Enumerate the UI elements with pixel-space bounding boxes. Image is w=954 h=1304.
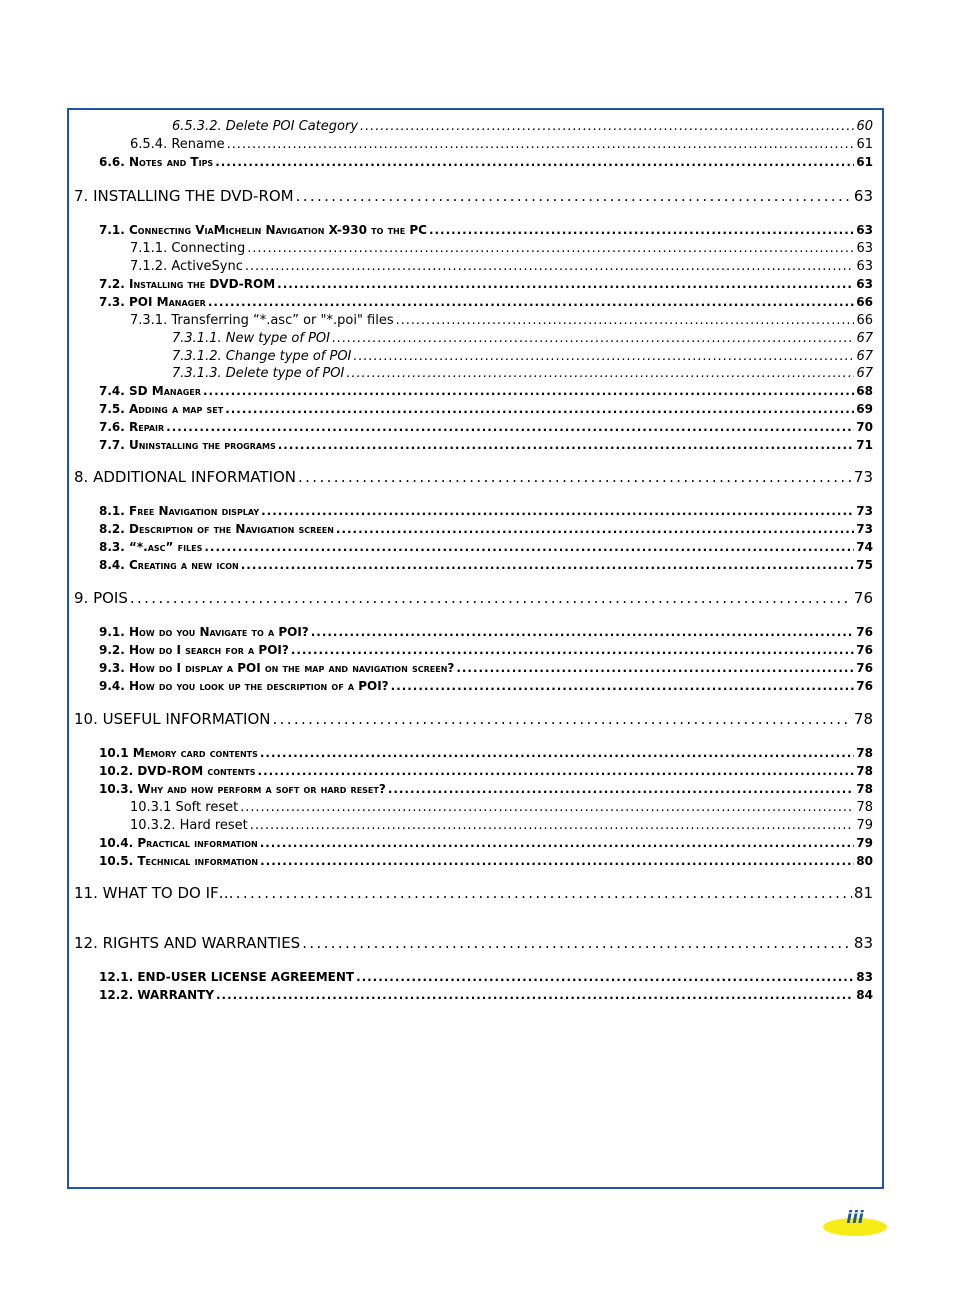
dot-leader bbox=[273, 710, 852, 728]
dot-leader bbox=[215, 155, 854, 169]
toc-entry-page: 80 bbox=[856, 854, 873, 868]
dot-leader bbox=[456, 661, 854, 675]
toc-entry-sub[interactable] bbox=[69, 241, 873, 256]
toc-entry-page: 73 bbox=[856, 522, 873, 536]
toc-entry-subsub[interactable] bbox=[69, 119, 873, 134]
toc-entry-page: 79 bbox=[856, 818, 873, 833]
dot-leader bbox=[260, 746, 854, 760]
dot-leader bbox=[260, 854, 854, 868]
toc-entry-sub[interactable] bbox=[69, 137, 873, 152]
toc-entry-section[interactable] bbox=[69, 155, 873, 169]
toc-entry-page: 83 bbox=[856, 970, 873, 984]
table-of-contents bbox=[69, 110, 882, 1187]
toc-entry-page: 67 bbox=[856, 366, 873, 381]
toc-entry-section[interactable] bbox=[69, 854, 873, 868]
toc-entry-page: 78 bbox=[856, 782, 873, 796]
toc-entry-page: 71 bbox=[856, 438, 873, 452]
dot-leader bbox=[261, 504, 854, 518]
toc-entry-chapter[interactable] bbox=[69, 187, 873, 205]
toc-entry-label: 10.3.1 Soft reset bbox=[130, 800, 239, 815]
toc-entry-page: 81 bbox=[853, 884, 873, 902]
toc-entry-subsub[interactable] bbox=[69, 349, 873, 364]
toc-entry-chapter[interactable] bbox=[69, 934, 873, 952]
toc-entry-page: 73 bbox=[856, 504, 873, 518]
dot-leader bbox=[391, 679, 855, 693]
toc-entry-section[interactable] bbox=[69, 836, 873, 850]
toc-entry-section[interactable] bbox=[69, 402, 873, 416]
dot-leader bbox=[346, 366, 854, 381]
toc-entry-section[interactable] bbox=[69, 295, 873, 309]
page-number: iii bbox=[846, 1208, 864, 1228]
toc-entry-page: 66 bbox=[856, 295, 873, 309]
dot-leader bbox=[203, 384, 854, 398]
toc-entry-chapter[interactable] bbox=[69, 589, 873, 607]
dot-leader bbox=[130, 589, 852, 607]
toc-entry-sub[interactable] bbox=[69, 818, 873, 833]
dot-leader bbox=[311, 625, 855, 639]
toc-entry-page: 78 bbox=[853, 710, 873, 728]
dot-leader bbox=[247, 241, 854, 256]
toc-entry-label: 12.2. WARRANTY bbox=[99, 988, 215, 1002]
toc-entry-label: 10.2. DVD-ROM contents bbox=[99, 764, 256, 778]
toc-entry-label: 9.3. How do I display a POI on the map and navigation screen? bbox=[99, 661, 455, 675]
toc-entry-label: 7.3.1.1. New type of POI bbox=[172, 331, 330, 346]
dot-leader bbox=[227, 137, 855, 152]
toc-entry-section[interactable] bbox=[69, 679, 873, 693]
toc-entry-page: 60 bbox=[856, 119, 873, 134]
toc-entry-page: 63 bbox=[856, 277, 873, 291]
toc-entry-page: 79 bbox=[856, 836, 873, 850]
toc-entry-label: 6.5.4. Rename bbox=[130, 137, 225, 152]
toc-entry-page: 74 bbox=[856, 540, 873, 554]
toc-entry-label: 7.7. Uninstalling the programs bbox=[99, 438, 276, 452]
toc-entry-label: 7.3.1. Transferring “*.asc” or "*.poi" files bbox=[130, 313, 394, 328]
toc-entry-label: 7.1. Connecting ViaMichelin Navigation X-930 to the PC bbox=[99, 223, 427, 237]
toc-entry-page: 83 bbox=[853, 934, 873, 952]
toc-entry-section[interactable] bbox=[69, 277, 873, 291]
dot-leader bbox=[291, 643, 854, 657]
toc-entry-section[interactable] bbox=[69, 625, 873, 639]
dot-leader bbox=[396, 313, 855, 328]
toc-entry-page: 61 bbox=[856, 137, 873, 152]
toc-entry-section[interactable] bbox=[69, 504, 873, 518]
toc-entry-page: 73 bbox=[853, 468, 873, 486]
toc-entry-page: 61 bbox=[856, 155, 873, 169]
toc-entry-page: 76 bbox=[856, 625, 873, 639]
toc-entry-label: 6.6. Notes and Tips bbox=[99, 155, 214, 169]
dot-leader bbox=[204, 540, 854, 554]
toc-entry-label: 9. POIS bbox=[74, 589, 128, 607]
toc-entry-page: 76 bbox=[856, 661, 873, 675]
toc-entry-section[interactable] bbox=[69, 661, 873, 675]
toc-entry-subsub[interactable] bbox=[69, 366, 873, 381]
toc-entry-section[interactable] bbox=[69, 384, 873, 398]
toc-entry-page: 63 bbox=[853, 187, 873, 205]
toc-entry-page: 78 bbox=[856, 746, 873, 760]
toc-entry-section[interactable] bbox=[69, 540, 873, 554]
toc-entry-label: 7. INSTALLING THE DVD-ROM bbox=[74, 187, 294, 205]
toc-entry-sub[interactable] bbox=[69, 259, 873, 274]
toc-entry-label: 11. WHAT TO DO IF… bbox=[74, 884, 234, 902]
toc-entry-label: 10.3.2. Hard reset bbox=[130, 818, 248, 833]
toc-entry-label: 8.3. “*.asc” files bbox=[99, 540, 203, 554]
toc-entry-label: 10.1 Memory card contents bbox=[99, 746, 258, 760]
toc-entry-label: 6.5.3.2. Delete POI Category bbox=[172, 119, 359, 134]
dot-leader bbox=[356, 970, 854, 984]
dot-leader bbox=[245, 259, 855, 274]
toc-entry-page: 76 bbox=[853, 589, 873, 607]
toc-entry-page: 70 bbox=[856, 420, 873, 434]
toc-entry-page: 76 bbox=[856, 679, 873, 693]
dot-leader bbox=[166, 420, 854, 434]
dot-leader bbox=[241, 558, 855, 572]
toc-entry-label: 8.1. Free Navigation display bbox=[99, 504, 260, 518]
toc-entry-section[interactable] bbox=[69, 223, 873, 237]
toc-entry-label: 7.6. Repair bbox=[99, 420, 165, 434]
toc-entry-section[interactable] bbox=[69, 970, 873, 984]
dot-leader bbox=[388, 782, 854, 796]
toc-entry-subsub[interactable] bbox=[69, 331, 873, 346]
toc-entry-page: 76 bbox=[856, 643, 873, 657]
dot-leader bbox=[298, 468, 852, 486]
toc-entry-section[interactable] bbox=[69, 988, 873, 1002]
toc-entry-label: 9.1. How do you Navigate to a POI? bbox=[99, 625, 309, 639]
toc-entry-page: 67 bbox=[856, 349, 873, 364]
dot-leader bbox=[429, 223, 854, 237]
toc-entry-label: 10.4. Practical information bbox=[99, 836, 258, 850]
toc-entry-label: 10.3. Why and how perform a soft or hard reset? bbox=[99, 782, 386, 796]
toc-entry-label: 7.3. POI Manager bbox=[99, 295, 206, 309]
dot-leader bbox=[240, 800, 854, 815]
dot-leader bbox=[332, 331, 854, 346]
toc-entry-label: 7.2. Installing the DVD-ROM bbox=[99, 277, 276, 291]
toc-entry-section[interactable] bbox=[69, 420, 873, 434]
toc-entry-page: 63 bbox=[856, 259, 873, 274]
toc-entry-label: 9.4. How do you look up the description of a POI? bbox=[99, 679, 389, 693]
dot-leader bbox=[336, 522, 854, 536]
toc-entry-chapter[interactable] bbox=[69, 468, 873, 486]
dot-leader bbox=[278, 438, 855, 452]
toc-entry-chapter[interactable] bbox=[69, 710, 873, 728]
toc-entry-label: 8. ADDITIONAL INFORMATION bbox=[74, 468, 297, 486]
toc-entry-page: 78 bbox=[856, 800, 873, 815]
toc-entry-page: 84 bbox=[856, 988, 873, 1002]
toc-entry-page: 69 bbox=[856, 402, 873, 416]
toc-entry-section[interactable] bbox=[69, 438, 873, 452]
toc-entry-label: 7.4. SD Manager bbox=[99, 384, 201, 398]
dot-leader bbox=[216, 988, 854, 1002]
toc-entry-label: 9.2. How do I search for a POI? bbox=[99, 643, 289, 657]
toc-entry-section[interactable] bbox=[69, 782, 873, 796]
toc-entry-section[interactable] bbox=[69, 764, 873, 778]
dot-leader bbox=[277, 277, 854, 291]
toc-entry-page: 75 bbox=[856, 558, 873, 572]
toc-entry-page: 67 bbox=[856, 331, 873, 346]
toc-entry-section[interactable] bbox=[69, 558, 873, 572]
toc-entry-label: 7.1.1. Connecting bbox=[130, 241, 246, 256]
dot-leader bbox=[260, 836, 855, 850]
toc-entry-label: 7.5. Adding a map set bbox=[99, 402, 224, 416]
dot-leader bbox=[353, 349, 854, 364]
dot-leader bbox=[208, 295, 854, 309]
toc-entry-label: 7.3.1.2. Change type of POI bbox=[172, 349, 352, 364]
toc-entry-sub[interactable] bbox=[69, 313, 873, 328]
toc-entry-label: 12. RIGHTS AND WARRANTIES bbox=[74, 934, 301, 952]
toc-entry-page: 63 bbox=[856, 241, 873, 256]
toc-entry-page: 78 bbox=[856, 764, 873, 778]
toc-entry-section[interactable] bbox=[69, 746, 873, 760]
toc-entry-label: 7.1.2. ActiveSync bbox=[130, 259, 243, 274]
toc-entry-page: 66 bbox=[856, 313, 873, 328]
dot-leader bbox=[258, 764, 855, 778]
dot-leader bbox=[250, 818, 855, 833]
dot-leader bbox=[302, 934, 852, 952]
toc-entry-section[interactable] bbox=[69, 522, 873, 536]
dot-leader bbox=[296, 187, 852, 205]
toc-entry-label: 12.1. END-USER LICENSE AGREEMENT bbox=[99, 970, 355, 984]
toc-entry-page: 63 bbox=[856, 223, 873, 237]
toc-entry-page: 68 bbox=[856, 384, 873, 398]
toc-entry-label: 8.4. Creating a new icon bbox=[99, 558, 239, 572]
dot-leader bbox=[225, 402, 854, 416]
toc-entry-label: 10. USEFUL INFORMATION bbox=[74, 710, 271, 728]
toc-entry-sub[interactable] bbox=[69, 800, 873, 815]
toc-entry-chapter[interactable] bbox=[69, 884, 873, 902]
dot-leader bbox=[236, 884, 852, 902]
toc-frame bbox=[67, 108, 884, 1189]
toc-entry-label: 10.5. Technical information bbox=[99, 854, 259, 868]
toc-entry-label: 8.2. Description of the Navigation screen bbox=[99, 522, 334, 536]
dot-leader bbox=[360, 119, 854, 134]
toc-entry-section[interactable] bbox=[69, 643, 873, 657]
toc-entry-label: 7.3.1.3. Delete type of POI bbox=[172, 366, 345, 381]
